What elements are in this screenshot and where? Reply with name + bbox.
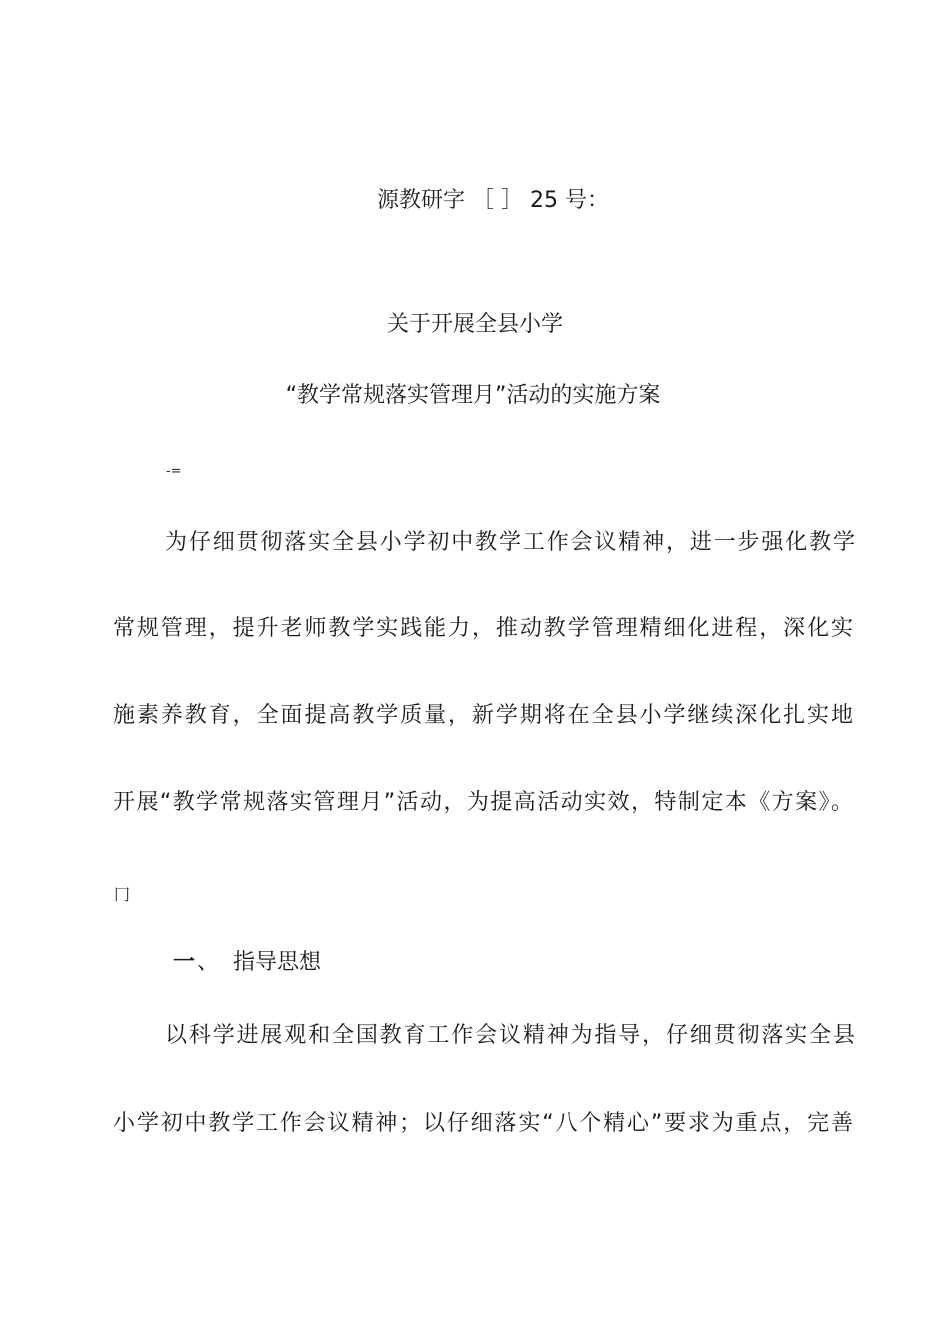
section-paragraph-line-1: 以科学进展观和全国教育工作会议精神为指导，仔细贯彻落实全县 <box>165 1023 855 1048</box>
intro-paragraph-line-4: 开展“教学常规落实管理月”活动，为提高活动实效，特制定本《方案》。 <box>113 790 853 815</box>
scan-mark-2: ⼌ <box>114 885 131 904</box>
document-title-line-1: 关于开展全县小学 <box>386 312 563 337</box>
section-title: 指导思想 <box>233 950 322 975</box>
document-number: 源教研字 ［ ］ 25 号： <box>377 188 609 213</box>
section-number: 一 <box>173 950 196 975</box>
intro-paragraph-line-2: 常规管理，提升老师教学实践能力，推动教学管理精细化进程，深化实 <box>113 616 853 641</box>
section-paragraph-line-2: 小学初中教学工作会议精神；以仔细落实“八个精心”要求为重点，完善 <box>113 1111 853 1136</box>
scan-mark-1: -= <box>166 464 182 479</box>
section-heading <box>173 948 321 978</box>
intro-paragraph-line-1: 为仔细贯彻落实全县小学初中教学工作会议精神，进一步强化教学 <box>165 530 855 555</box>
section-separator: 、 <box>197 950 220 975</box>
document-title-line-2: “教学常规落实管理月”活动的实施方案 <box>285 383 661 408</box>
intro-paragraph-line-3: 施素养教育，全面提高教学质量，新学期将在全县小学继续深化扎实地 <box>113 703 853 728</box>
